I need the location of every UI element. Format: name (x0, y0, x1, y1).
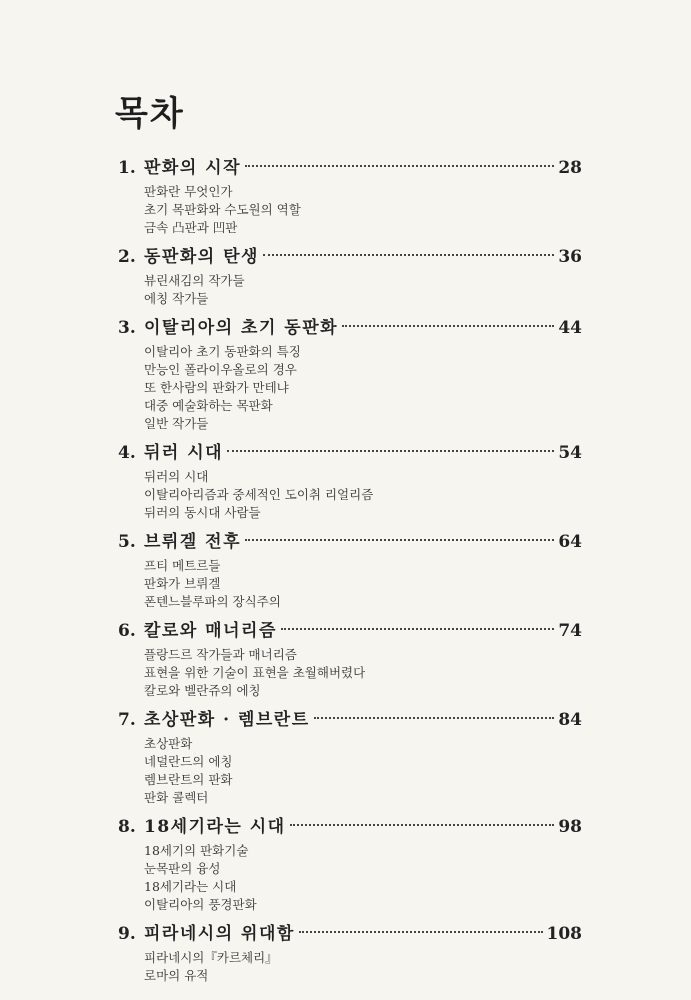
section-list (118, 183, 582, 237)
section-item: 18세기라는 시대 (144, 879, 237, 894)
chapter-number: 6. (118, 621, 136, 641)
section-item: 이탈리아의 풍경판화 (144, 897, 257, 912)
section-list (118, 272, 582, 308)
section-item: 폰텐느블루파의 장식주의 (144, 594, 281, 609)
dot-leader (245, 539, 554, 541)
section-item: 눈목판의 융성 (144, 861, 221, 876)
section-list (118, 735, 582, 807)
toc-chapter (118, 706, 582, 807)
section-item: 네덜란드의 에칭 (144, 754, 233, 769)
section-item: 금속 凸판과 凹판 (144, 220, 238, 235)
chapter-page-number: 28 (558, 158, 582, 178)
section-item: 칼로와 벨란쥬의 에칭 (144, 683, 261, 698)
section-list (118, 557, 582, 611)
section-item: 로마의 유적 (144, 968, 209, 983)
chapter-page-number: 44 (558, 318, 582, 338)
section-item: 표현을 위한 기술이 표현을 초월해버렸다 (144, 665, 366, 680)
toc-chapter (118, 439, 582, 522)
chapter-page-number: 108 (546, 924, 582, 944)
section-item: 프티 메트르들 (144, 558, 221, 573)
chapter-number: 8. (118, 817, 136, 837)
chapter-page-number: 84 (558, 710, 582, 730)
dot-leader (290, 824, 554, 826)
chapter-title: 18세기라는 시대 (144, 817, 286, 837)
table-of-contents (118, 154, 582, 991)
section-item: 초상판화 (144, 736, 193, 751)
chapter-number: 4. (118, 443, 136, 463)
chapter-heading (118, 243, 582, 272)
chapter-page-number: 54 (558, 443, 582, 463)
toc-chapter (118, 617, 582, 700)
chapter-page-number: 98 (558, 817, 582, 837)
section-item: 뒤러의 동시대 사람들 (144, 505, 261, 520)
section-list (118, 468, 582, 522)
chapter-page-number: 74 (558, 621, 582, 641)
chapter-number: 7. (118, 710, 136, 730)
chapter-title: 초상판화 · 렘브란트 (144, 710, 310, 730)
chapter-title: 피라네시의 위대함 (144, 924, 295, 944)
dot-leader (281, 628, 554, 630)
dot-leader (227, 450, 554, 452)
section-item: 에칭 작가들 (144, 291, 209, 306)
chapter-title: 칼로와 매너리즘 (144, 621, 277, 641)
toc-chapter (118, 314, 582, 433)
section-item: 이탈리아리즘과 중세적인 도이취 리얼리즘 (144, 487, 374, 502)
section-item: 판화 콜렉터 (144, 790, 209, 805)
dot-leader (314, 717, 554, 719)
chapter-number: 2. (118, 247, 136, 267)
section-item: 플랑드르 작가들과 매너리즘 (144, 647, 297, 662)
chapter-heading (118, 314, 582, 343)
section-item: 뷰린새김의 작가들 (144, 273, 245, 288)
chapter-heading (118, 528, 582, 557)
chapter-number: 5. (118, 532, 136, 552)
dot-leader (245, 165, 554, 167)
section-list (118, 343, 582, 433)
chapter-heading (118, 920, 582, 949)
chapter-heading (118, 813, 582, 842)
section-list (118, 646, 582, 700)
chapter-title: 판화의 시작 (144, 158, 242, 178)
section-item: 판화가 브뤼겔 (144, 576, 221, 591)
section-item: 대중 예술화하는 목판화 (144, 398, 273, 413)
toc-chapter (118, 154, 582, 237)
chapter-heading (118, 439, 582, 468)
chapter-number: 1. (118, 158, 136, 178)
chapter-number: 3. (118, 318, 136, 338)
section-item: 이탈리아 초기 동판화의 특징 (144, 344, 301, 359)
section-item: 뒤러의 시대 (144, 469, 209, 484)
section-item: 렘브란트의 판화 (144, 772, 233, 787)
chapter-page-number: 36 (558, 247, 582, 267)
section-item: 또 한사람의 판화가 만테냐 (144, 380, 289, 395)
section-item: 초기 목판화와 수도원의 역할 (144, 202, 301, 217)
chapter-title: 뒤러 시대 (144, 443, 224, 463)
toc-chapter (118, 528, 582, 611)
chapter-title: 이탈리아의 초기 동판화 (144, 318, 339, 338)
toc-chapter (118, 813, 582, 914)
chapter-title: 동판화의 탄생 (144, 247, 259, 267)
chapter-page-number: 64 (558, 532, 582, 552)
section-list (118, 842, 582, 914)
section-list (118, 949, 582, 985)
section-item: 18세기의 판화기술 (144, 843, 249, 858)
toc-chapter (118, 243, 582, 308)
chapter-heading (118, 154, 582, 183)
toc-chapter (118, 920, 582, 985)
chapter-heading (118, 617, 582, 646)
dot-leader (263, 254, 554, 256)
chapter-number: 9. (118, 924, 136, 944)
section-item: 피라네시의『카르체리』 (144, 950, 278, 965)
chapter-title: 브뤼겔 전후 (144, 532, 242, 552)
dot-leader (299, 931, 543, 933)
chapter-heading (118, 706, 582, 735)
section-item: 일반 작가들 (144, 416, 209, 431)
section-item: 만능인 폴라이우올로의 경우 (144, 362, 297, 377)
section-item: 판화란 무엇인가 (144, 184, 233, 199)
page-title: 목차 (115, 94, 185, 134)
dot-leader (342, 325, 554, 327)
